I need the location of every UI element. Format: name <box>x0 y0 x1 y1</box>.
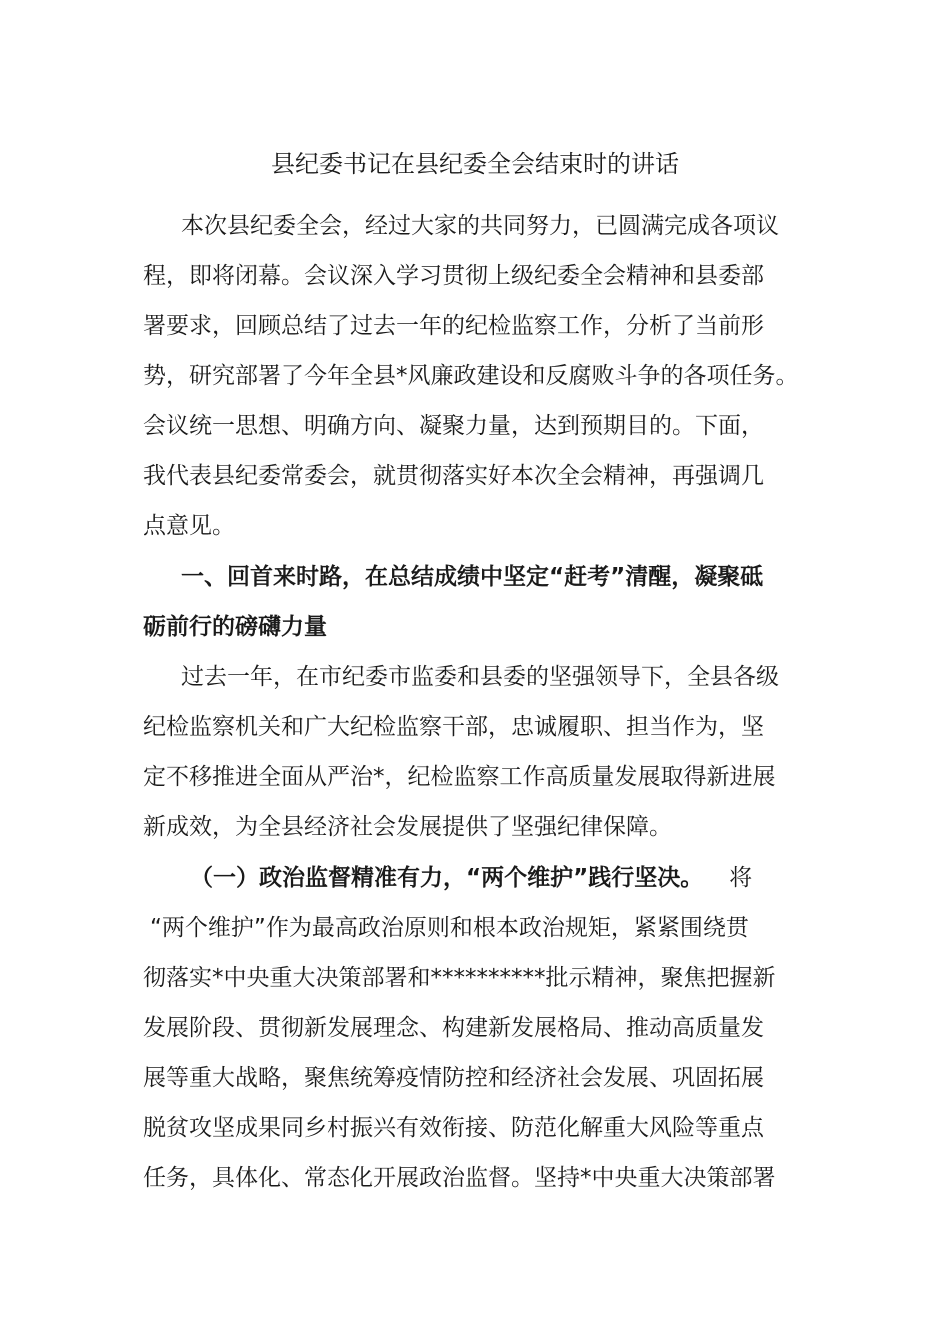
paragraph-line: 程，即将闭幕。会议深入学习贯彻上级纪委全会精神和县委部 <box>143 263 764 289</box>
paragraph-line: 本次县纪委全会，经过大家的共同努力，已圆满完成各项议 <box>181 213 779 239</box>
document-title: 县纪委书记在县纪委全会结束时的讲话 <box>271 150 679 178</box>
section-heading: 砺前行的磅礴力量 <box>143 614 327 640</box>
paragraph-line: 过去一年，在市纪委市监委和县委的坚强领导下，全县各级 <box>181 664 779 690</box>
paragraph-line: 署要求，回顾总结了过去一年的纪检监察工作，分析了当前形 <box>143 313 764 339</box>
subsection-heading: （一）政治监督精准有力，“两个维护”践行坚决。 <box>190 865 704 891</box>
paragraph-line: 脱贫攻坚成果同乡村振兴有效衔接、防范化解重大风险等重点 <box>143 1115 764 1141</box>
paragraph-line: 点意见。 <box>143 513 235 539</box>
paragraph-line: 任务，具体化、常态化开展政治监督。坚持*中央重大决策部署 <box>143 1165 776 1191</box>
paragraph-line: 发展阶段、贯彻新发展理念、构建新发展格局、推动高质量发 <box>143 1015 764 1041</box>
section-heading: 一、回首来时路，在总结成绩中坚定“赶考”清醒，凝聚砥 <box>181 564 764 590</box>
paragraph-line: 展等重大战略，聚焦统筹疫情防控和经济社会发展、巩固拓展 <box>143 1065 764 1091</box>
paragraph-line: 我代表县纪委常委会，就贯彻落实好本次全会精神，再强调几 <box>143 463 764 489</box>
paragraph-line: 定不移推进全面从严治*，纪检监察工作高质量发展取得新进展 <box>143 764 776 790</box>
paragraph-line: 彻落实*中央重大决策部署和**********批示精神，聚焦把握新 <box>143 965 776 991</box>
paragraph-line: 新成效，为全县经济社会发展提供了坚强纪律保障。 <box>143 814 672 840</box>
subsection-heading-tail: 将 <box>729 865 753 891</box>
paragraph-line: 纪检监察机关和广大纪检监察干部，忠诚履职、担当作为，坚 <box>143 714 764 740</box>
paragraph-line: 势，研究部署了今年全县*风廉政建设和反腐败斗争的各项任务。 <box>143 363 799 389</box>
paragraph-line: “两个维护”作为最高政治原则和根本政治规矩，紧紧围绕贯 <box>150 915 749 941</box>
subsection-heading-line <box>190 860 880 896</box>
paragraph-line: 会议统一思想、明确方向、凝聚力量，达到预期目的。下面， <box>143 413 764 439</box>
